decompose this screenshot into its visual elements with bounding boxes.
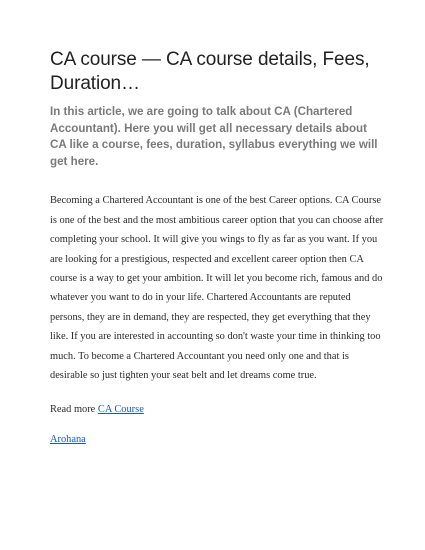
author-line — [50, 433, 385, 447]
read-more-line — [50, 403, 385, 417]
read-more-label: Read more — [50, 404, 98, 416]
article-body: Becoming a Chartered Accountant is one of the best Career options. CA Course is one of the best and the most ambitious career option that you can choose after completing your school. It will give you wings to fly as far as you want. If you are looking for a prestigious, respected and excellent career option then CA course is a way to get your ambition. It will let you become rich, famous and do whatever you want to do in your life. Chartered Accountants are reputed persons, they are in demand, they are respected, they get everything that they like. If you are interested in accounting so don't waste your time in thinking too much. To become a Chartered Accountant you need only one and that is desirable so just tighten your seat belt and let dreams come true. — [50, 195, 384, 382]
author-link[interactable]: Arohana — [50, 434, 86, 446]
ca-course-link[interactable]: CA Course — [97, 404, 144, 416]
article-subtitle: In this article, we are going to talk about CA (Chartered Accountant). Here you will get all necessary details about CA like a course, fees, duration, syllabus everything we will get here. — [50, 105, 378, 168]
article-title: CA course — CA course details, Fees, Duration… — [50, 49, 370, 94]
article — [50, 48, 385, 447]
